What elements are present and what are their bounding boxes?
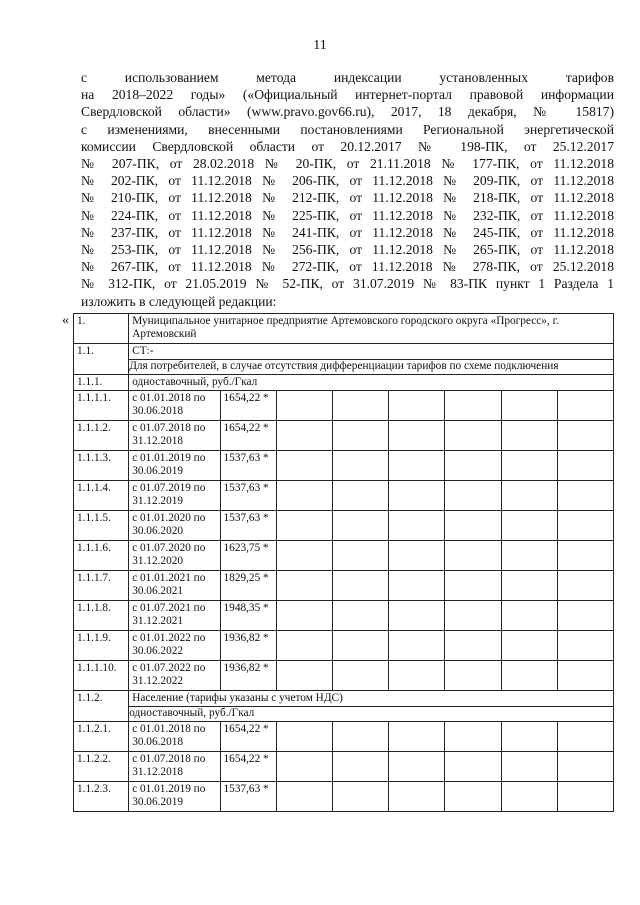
body-line: № 237-ПК, от 11.12.2018 № 241-ПК, от 11.12.2018 № 245-ПК, от 11.12.2018 [81, 224, 614, 240]
empty-cell [445, 391, 501, 421]
row-number: 1.1.1.6. [74, 541, 129, 571]
empty-cell [557, 571, 613, 601]
empty-cell [276, 751, 332, 781]
empty-cell [445, 751, 501, 781]
body-line: на 2018–2022 годы» («Официальный интернет-портал правовой информации [81, 87, 614, 103]
period-cell: с 01.01.2019 по 30.06.2019 [129, 451, 220, 481]
period-cell: с 01.07.2018 по 31.12.2018 [129, 751, 220, 781]
empty-cell [276, 661, 332, 691]
row-number: 1.1.1.5. [74, 511, 129, 541]
row-number: 1.1.1.7. [74, 571, 129, 601]
period-cell: с 01.01.2022 по 30.06.2022 [129, 631, 220, 661]
empty-cell [445, 511, 501, 541]
tariff-table [73, 313, 614, 812]
tariff-value: 1537,63 * [220, 781, 276, 811]
period-cell: с 01.07.2019 по 31.12.2019 [129, 481, 220, 511]
empty-cell [557, 421, 613, 451]
empty-cell [445, 661, 501, 691]
empty-cell [501, 481, 557, 511]
table-row [74, 391, 614, 421]
empty-cell [557, 601, 613, 631]
empty-cell [389, 571, 445, 601]
table-row [74, 601, 614, 631]
table-row [74, 751, 614, 781]
empty-cell [389, 781, 445, 811]
empty-cell [276, 451, 332, 481]
table-row [74, 343, 614, 374]
empty-cell [389, 481, 445, 511]
empty-cell [501, 601, 557, 631]
empty-cell [276, 541, 332, 571]
empty-cell [276, 631, 332, 661]
tariff-value: 1654,22 * [220, 421, 276, 451]
empty-cell [501, 391, 557, 421]
row-number: 1.1. [74, 343, 129, 374]
tariff-type-label: одноставочный, руб./Гкал [129, 374, 614, 390]
period-cell: с 01.07.2018 по 31.12.2018 [129, 421, 220, 451]
empty-cell [332, 601, 388, 631]
empty-cell [389, 511, 445, 541]
body-line: Свердловской области» (www.pravo.gov66.ru), 2017, 18 декабря, № 15817) [81, 104, 614, 120]
empty-cell [557, 391, 613, 421]
empty-cell [332, 511, 388, 541]
empty-cell [276, 421, 332, 451]
row-number: 1.1.2.2. [74, 751, 129, 781]
period-cell: с 01.01.2021 по 30.06.2021 [129, 571, 220, 601]
row-number: 1.1.1.3. [74, 451, 129, 481]
table-row [74, 374, 614, 390]
empty-cell [445, 631, 501, 661]
empty-cell [557, 661, 613, 691]
table-row [74, 721, 614, 751]
tariff-value: 1936,82 * [220, 661, 276, 691]
empty-cell [501, 661, 557, 691]
empty-cell [276, 571, 332, 601]
table-row [74, 451, 614, 481]
empty-cell [557, 541, 613, 571]
body-line: № 202-ПК, от 11.12.2018 № 206-ПК, от 11.12.2018 № 209-ПК, от 11.12.2018 [81, 173, 614, 189]
empty-cell [445, 541, 501, 571]
table-row [74, 631, 614, 661]
row-number: 1.1.1.4. [74, 481, 129, 511]
empty-cell [332, 481, 388, 511]
tariff-value: 1537,63 * [220, 511, 276, 541]
empty-cell [332, 751, 388, 781]
body-line: № 224-ПК, от 11.12.2018 № 225-ПК, от 11.12.2018 № 232-ПК, от 11.12.2018 [81, 207, 614, 223]
empty-cell [332, 721, 388, 751]
empty-cell [501, 751, 557, 781]
body-paragraph [81, 69, 614, 310]
table-row [74, 661, 614, 691]
empty-cell [276, 481, 332, 511]
empty-cell [557, 721, 613, 751]
tariff-value: 1936,82 * [220, 631, 276, 661]
empty-cell [332, 781, 388, 811]
empty-cell [389, 541, 445, 571]
body-line: № 253-ПК, от 11.12.2018 № 256-ПК, от 11.12.2018 № 265-ПК, от 11.12.2018 [81, 242, 614, 258]
empty-cell [276, 781, 332, 811]
period-cell: с 01.01.2018 по 30.06.2018 [129, 391, 220, 421]
empty-cell [332, 391, 388, 421]
body-line: № 312-ПК, от 21.05.2019 № 52-ПК, от 31.07.2019 № 83-ПК пункт 1 Раздела 1 [81, 276, 614, 292]
empty-cell [389, 751, 445, 781]
row-number: 1.1.2.1. [74, 721, 129, 751]
table-row [74, 571, 614, 601]
row-number: 1. [74, 314, 129, 344]
tariff-value: 1654,22 * [220, 391, 276, 421]
body-line: № 207-ПК, от 28.02.2018 № 20-ПК, от 21.11.2018 № 177-ПК, от 11.12.2018 [81, 156, 614, 172]
population-cell [129, 691, 614, 722]
tariff-value: 1623,75 * [220, 541, 276, 571]
tariff-value: 1654,22 * [220, 751, 276, 781]
empty-cell [557, 781, 613, 811]
body-line: № 210-ПК, от 11.12.2018 № 212-ПК, от 11.12.2018 № 218-ПК, от 11.12.2018 [81, 190, 614, 206]
period-cell: с 01.01.2019 по 30.06.2019 [129, 781, 220, 811]
empty-cell [501, 571, 557, 601]
body-line: с использованием метода индексации установленных тарифов [81, 70, 614, 85]
empty-cell [276, 721, 332, 751]
empty-cell [557, 481, 613, 511]
tariff-value: 1537,63 * [220, 451, 276, 481]
empty-cell [332, 541, 388, 571]
empty-cell [445, 481, 501, 511]
category-cell [129, 343, 614, 374]
table-row [74, 691, 614, 722]
row-number: 1.1.2. [74, 691, 129, 722]
empty-cell [389, 601, 445, 631]
opening-quote: « [62, 313, 69, 328]
table-row [74, 511, 614, 541]
empty-cell [557, 511, 613, 541]
population-label: Население (тарифы указаны с учетом НДС) [132, 692, 343, 705]
empty-cell [445, 721, 501, 751]
period-cell: с 01.01.2020 по 30.06.2020 [129, 511, 220, 541]
row-number: 1.1.2.3. [74, 781, 129, 811]
period-cell: с 01.07.2020 по 31.12.2020 [129, 541, 220, 571]
empty-cell [389, 661, 445, 691]
empty-cell [501, 451, 557, 481]
empty-cell [501, 421, 557, 451]
empty-cell [445, 451, 501, 481]
empty-cell [389, 631, 445, 661]
row-number: 1.1.1.9. [74, 631, 129, 661]
empty-cell [276, 511, 332, 541]
empty-cell [501, 721, 557, 751]
empty-cell [332, 421, 388, 451]
category-label: СТ:- [132, 344, 154, 357]
row-number: 1.1.1.1. [74, 391, 129, 421]
empty-cell [389, 451, 445, 481]
empty-cell [389, 391, 445, 421]
empty-cell [332, 451, 388, 481]
table-row [74, 481, 614, 511]
category-description: Для потребителей, в случае отсутствия дифференциации тарифов по схеме подключения [129, 359, 614, 373]
body-line: комиссии Свердловской области от 20.12.2017 № 198-ПК, от 25.12.2017 [81, 138, 614, 154]
table-row [74, 541, 614, 571]
period-cell: с 01.07.2021 по 31.12.2021 [129, 601, 220, 631]
table-row [74, 781, 614, 811]
tariff-type-label: одноставочный, руб./Гкал [129, 706, 614, 720]
tariff-value: 1537,63 * [220, 481, 276, 511]
page-number: 11 [313, 38, 327, 53]
table-row [74, 421, 614, 451]
empty-cell [276, 601, 332, 631]
row-number: 1.1.1.8. [74, 601, 129, 631]
tariff-value: 1948,35 * [220, 601, 276, 631]
empty-cell [445, 781, 501, 811]
organization-name: Муниципальное унитарное предприятие Артемовского городского округа «Прогресс», г. Артемовский [129, 314, 614, 344]
empty-cell [445, 421, 501, 451]
row-number: 1.1.1.10. [74, 661, 129, 691]
empty-cell [501, 541, 557, 571]
empty-cell [276, 391, 332, 421]
body-line: № 267-ПК, от 11.12.2018 № 272-ПК, от 11.12.2018 № 278-ПК, от 25.12.2018 [81, 259, 614, 275]
empty-cell [557, 751, 613, 781]
period-cell: с 01.07.2022 по 31.12.2022 [129, 661, 220, 691]
empty-cell [332, 661, 388, 691]
period-cell: с 01.01.2018 по 30.06.2018 [129, 721, 220, 751]
empty-cell [445, 571, 501, 601]
tariff-value: 1654,22 * [220, 721, 276, 751]
empty-cell [501, 511, 557, 541]
empty-cell [501, 631, 557, 661]
tariff-value: 1829,25 * [220, 571, 276, 601]
table-row [74, 314, 614, 344]
empty-cell [557, 451, 613, 481]
row-number: 1.1.1. [74, 374, 129, 390]
empty-cell [389, 721, 445, 751]
empty-cell [501, 781, 557, 811]
empty-cell [389, 421, 445, 451]
empty-cell [332, 631, 388, 661]
row-number: 1.1.1.2. [74, 421, 129, 451]
empty-cell [332, 571, 388, 601]
empty-cell [445, 601, 501, 631]
empty-cell [557, 631, 613, 661]
body-line: изложить в следующей редакции: [81, 293, 277, 309]
body-line: с изменениями, внесенными постановлениями Региональной энергетической [81, 121, 614, 137]
